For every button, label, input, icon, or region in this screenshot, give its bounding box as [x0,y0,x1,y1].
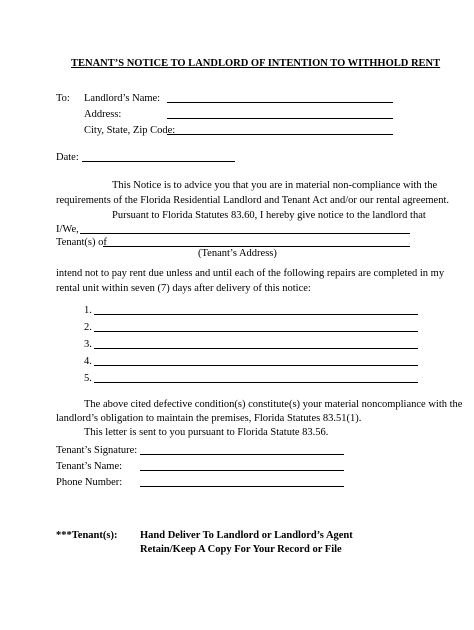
repair-number-3: 3. [84,339,92,350]
address-label: Address: [84,109,122,120]
tenants-address-caption: (Tenant’s Address) [198,248,277,259]
notice-paragraph-line1: This Notice is to advice you that you are in material non-compliance with the [112,180,438,191]
tenants-of-label: Tenant(s) of [56,237,107,248]
repair-field-1[interactable] [94,314,418,315]
form-title: TENANT’S NOTICE TO LANDLORD OF INTENTION TO WITHHOLD RENT [71,58,441,69]
city-state-zip-field[interactable] [167,134,393,135]
address-field[interactable] [167,118,393,119]
repair-number-2: 2. [84,322,92,333]
repair-field-2[interactable] [94,331,418,332]
landlord-name-label: Landlord’s Name: [84,93,161,104]
city-state-zip-label: City, State, Zip Code: [84,125,176,136]
intent-paragraph-line1: intend not to pay rent due unless and until each of the following repairs are completed in my [56,268,445,279]
date-label: Date: [56,152,79,163]
pursuant-paragraph-line1: Pursuant to Florida Statutes 83.60, I hereby give notice to the landlord that [112,210,426,221]
defect-paragraph-line2: landlord’s obligation to maintain the premises, Florida Statutes 83.51(1). [56,413,362,424]
retain-instruction: Retain/Keep A Copy For Your Record or File [140,544,342,555]
tenant-name-field[interactable] [140,470,344,471]
iwe-field[interactable] [80,233,410,234]
notice-paragraph-line2: requirements of the Florida Residential Landlord and Tenant Act and/or our rental agreement. [56,195,449,206]
repair-number-4: 4. [84,356,92,367]
defect-paragraph-line1: The above cited defective condition(s) constitute(s) your material noncompliance with the [84,399,463,410]
tenant-name-label: Tenant’s Name: [56,461,123,472]
phone-number-label: Phone Number: [56,477,123,488]
statute-paragraph: This letter is sent to you pursuant to Florida Statute 83.56. [84,427,329,438]
date-field[interactable] [82,161,235,162]
phone-number-field[interactable] [140,486,344,487]
intent-paragraph-line2: rental unit within seven (7) days after delivery of this notice: [56,283,311,294]
landlord-name-field[interactable] [167,102,393,103]
repair-number-5: 5. [84,373,92,384]
repair-field-5[interactable] [94,382,418,383]
repair-field-4[interactable] [94,365,418,366]
deliver-instruction: Hand Deliver To Landlord or Landlord’s Agent [140,530,353,541]
to-label: To: [56,93,70,104]
repair-field-3[interactable] [94,348,418,349]
repair-number-1: 1. [84,305,92,316]
iwe-label: I/We, [56,224,79,235]
tenants-address-field[interactable] [103,246,410,247]
tenant-signature-label: Tenant’s Signature: [56,445,138,456]
tenants-note-label: ***Tenant(s): [56,530,118,541]
tenant-signature-field[interactable] [140,454,344,455]
